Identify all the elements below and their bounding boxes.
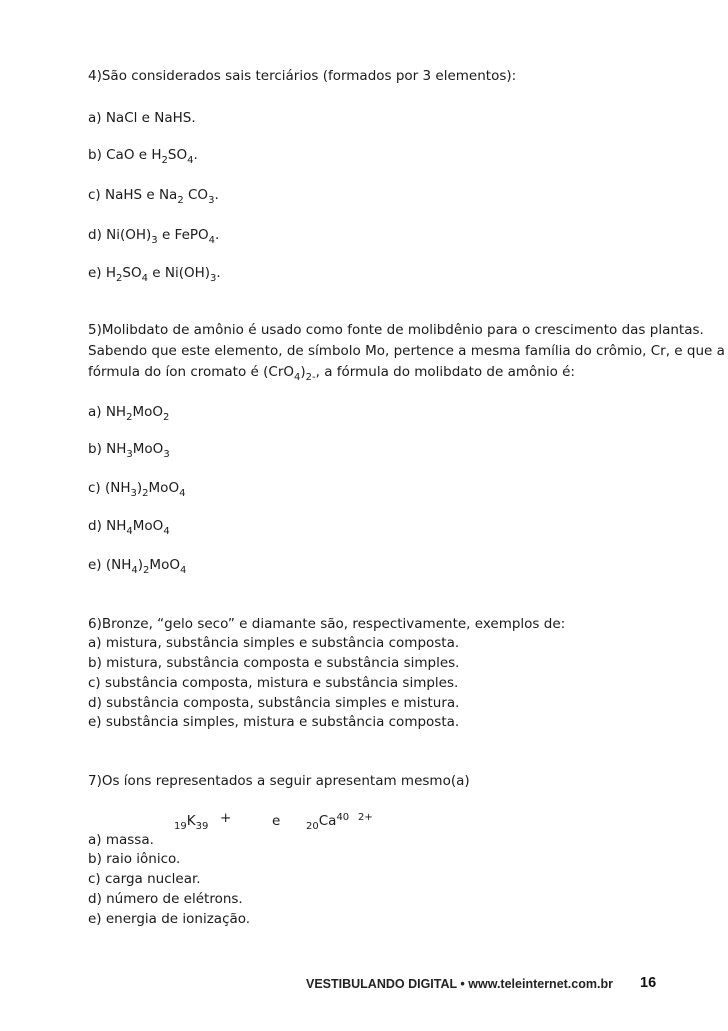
q6-option-b: b) mistura, substância composta e substância simples.	[88, 655, 460, 671]
q7-option-d: d) número de elétrons.	[88, 891, 243, 907]
footer-site: VESTIBULANDO DIGITAL • www.teleinternet.com.br	[306, 977, 613, 991]
q6-option-a: a) mistura, substância simples e substância composta.	[88, 635, 460, 651]
q4-option-a: a) NaCl e NaHS.	[88, 110, 196, 126]
q7-option-e: e) energia de ionização.	[88, 911, 251, 927]
q5-stem-line1: 5)Molibdato de amônio é usado como fonte de molibdênio para o crescimento das plantas.	[88, 322, 704, 338]
q5-option-b: b) $NH_3MoO_3$	[88, 441, 170, 460]
q4-option-e: e) $H_2SO_4$ e $Ni(OH)_3$.	[88, 265, 221, 284]
q6-option-e: e) substância simples, mistura e substância composta.	[88, 714, 460, 730]
q5-option-d: d) $NH_4MoO_4$	[88, 518, 170, 537]
q6-option-d: d) substância composta, substância simples e mistura.	[88, 695, 460, 711]
q7-option-a: a) massa.	[88, 832, 154, 848]
q4-option-b: b) CaO e $H_2SO_4$.	[88, 147, 198, 166]
q7-ion-potassium-charge: +	[220, 810, 232, 826]
q5-stem-line2: Sabendo que este elemento, de símbolo Mo, pertence a mesma família do crômio, Cr, e que a	[88, 343, 725, 359]
q7-option-b: b) raio iônico.	[88, 851, 181, 867]
q7-ion-potassium: $_{19}K_{39}$	[174, 813, 209, 832]
q7-stem: 7)Os íons representados a seguir apresentam mesmo(a)	[88, 773, 470, 789]
q5-option-a: a) $NH_2MoO_2$	[88, 404, 170, 423]
q4-option-d: d) $Ni(OH)_3$ e FePO$_4$.	[88, 227, 220, 246]
q7-ion-calcium-charge: 2+	[358, 812, 373, 823]
q7-conjunction: e	[272, 813, 281, 829]
q6-option-c: c) substância composta, mistura e substância simples.	[88, 675, 459, 691]
q5-option-c: c) $(NH_3)_2MoO_4$	[88, 480, 186, 499]
page-number: 16	[640, 975, 657, 991]
q5-option-e: e) $(NH_4)_2MoO_4$	[88, 557, 187, 576]
q4-stem: 4)São considerados sais terciários (formados por 3 elementos):	[88, 68, 517, 84]
q4-option-c: c) NaHS e $Na_2$ $CO_3$.	[88, 187, 219, 206]
q6-stem: 6)Bronze, “gelo seco” e diamante são, respectivamente, exemplos de:	[88, 616, 566, 632]
q7-ion-calcium: $_{20}Ca^{40}$	[306, 812, 350, 832]
q5-stem-line3: fórmula do íon cromato é $(CrO_4)_{2-}$, a fórmula do molibdato de amônio é:	[88, 364, 575, 383]
q7-option-c: c) carga nuclear.	[88, 871, 201, 887]
